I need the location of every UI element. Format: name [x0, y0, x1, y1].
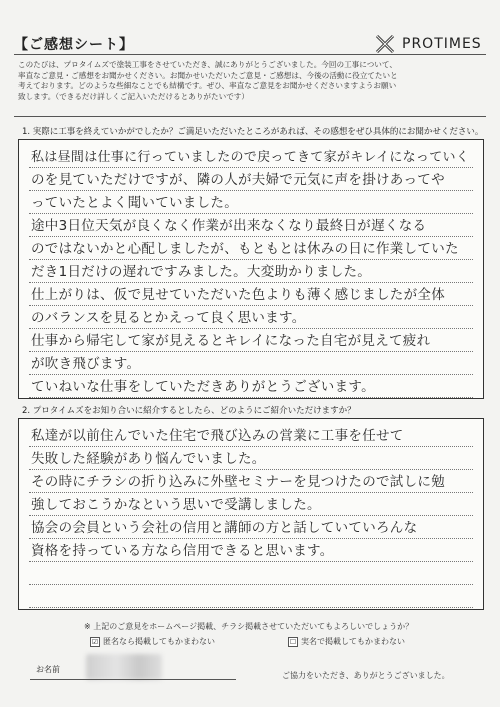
redacted-name [86, 654, 162, 680]
sheet-title: 【ご感想シート】 [14, 37, 134, 53]
question-2-answer-box [18, 418, 484, 610]
option-anonymous[interactable] [90, 636, 215, 647]
answer-text: が吹き飛びます。 [31, 356, 141, 372]
answer-text: 途中3日位天気が良くなく作業が出来なくなり最終日が遅くなる [31, 218, 427, 234]
intro-line: 率直なご意見・ご感想をお聞かせください。お聞かせいただいたご意見・ご感想は、今後の活動に役立てたいと [18, 70, 398, 80]
answer-text: 私は昼間は仕事に行っていましたので戻ってきて家がキレイになっていく [31, 150, 470, 165]
intro-text [18, 60, 488, 102]
header-divider [14, 54, 486, 55]
answer-text: のではないかと心配しましたが、もともとは休みの日に作業していた [31, 241, 459, 257]
intro-line: 致します。（できるだけ詳しくご記入いただけるとありがたいです） [18, 91, 249, 101]
answer-text: ていねいな仕事をしていただきありがとうございます。 [31, 379, 375, 395]
name-underline [30, 679, 236, 680]
name-label: お名前 [36, 665, 60, 674]
checkbox-realname[interactable]: ☐ [289, 637, 297, 646]
answer-text: 強しておこうかなという思いで受講しました。 [31, 497, 321, 513]
answer-text: っていたとよく聞いていました。 [31, 195, 238, 211]
checkbox-anonymous[interactable]: ☑ [91, 637, 99, 646]
answer-text: その時にチラシの折り込みに外壁セミナーを見つけたので試しに勉 [31, 474, 445, 490]
option-anonymous-label: 匿名なら掲載してもかまわない [103, 637, 215, 646]
protimes-logo [374, 33, 482, 55]
answer-text: 資格を持っている方なら信用できると思います。 [31, 543, 334, 559]
intro-line: 考えております。どのような些細なことでも結構です。ぜひ、率直なご意見をお聞かせくださいますようお願い [18, 81, 397, 91]
option-realname-label: 実名で掲載してもかまわない [301, 637, 405, 646]
intro-line: このたびは、プロタイムズで塗装工事をさせていただき、誠にありがとうございました。今回の工事について、 [18, 60, 397, 69]
answer-text: 仕事から帰宅して家が見えるとキレイになった自宅が見えて疲れ [31, 333, 431, 349]
answer-text: のバランスを見るとかえって良く思います。 [31, 310, 306, 326]
thanks-text: ご協力をいただき、ありがとうございました。 [282, 671, 450, 680]
answer-text: 失敗した経験があり悩んでいました。 [31, 451, 266, 467]
answer-text: だき1日だけの遅れですみました。大変助かりました。 [31, 264, 372, 280]
question-2-label: 2. プロタイムズをお知り合いに紹介するとしたら、どのようにご紹介いただけますか？ [22, 406, 356, 416]
answer-line [29, 580, 473, 608]
x-mark-icon [374, 33, 396, 55]
option-realname[interactable] [288, 636, 405, 647]
answer-line [29, 370, 473, 398]
logo-text: PROTIMES [402, 36, 482, 52]
question-1-label: 1. 実際に工事を終えていかがでしたか？ご満足いただいたところがあれば、その感想をぜひ具体的にお聞かせください。 [22, 127, 484, 137]
permission-question: ※ 上記のご意見をホームページ掲載、チラシ掲載させていただいてもよろしいでしょうか？ [84, 622, 414, 631]
answer-text: 協会の会員という会社の信用と講師の方と話していていろんな [31, 520, 418, 536]
answer-text: のを見ていただけですが、隣の人が夫婦で元気に声を掛けあってや [31, 172, 445, 188]
answer-text: 仕上がりは、仮で見せていただいた色よりも薄く感じましたが全体 [31, 287, 445, 303]
answer-text: 私達が以前住んでいた住宅で飛び込みの営業に工事を任せて [31, 428, 404, 444]
question-1-answer-box [18, 139, 484, 399]
intro-divider [14, 116, 486, 117]
